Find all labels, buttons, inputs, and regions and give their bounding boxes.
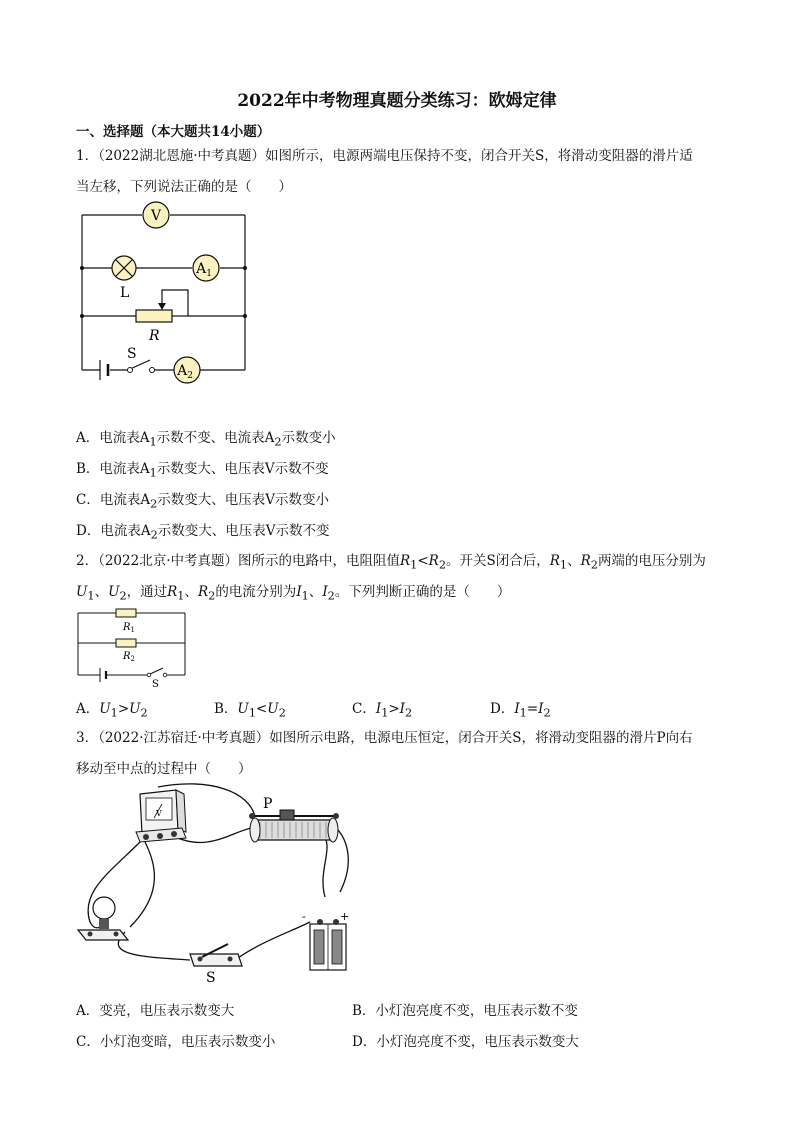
slider-p-label: P (263, 796, 273, 812)
battery-device (310, 919, 346, 970)
q2-option-b[interactable]: B．$U_1<U_2$ (214, 701, 286, 720)
ammeter-a1-label: $A_1$ (196, 261, 212, 279)
q3-option-a[interactable]: A．变亮，电压表示数变大 (76, 1003, 235, 1019)
q2-option-a[interactable]: A．$U_1>U_2$ (76, 701, 148, 720)
switch-label: S (127, 346, 137, 362)
switch-device (190, 944, 242, 966)
q3-option-b[interactable]: B．小灯泡亮度不变，电压表示数不变 (352, 1003, 578, 1019)
resistor-r1-symbol (116, 609, 136, 617)
bulb-device (78, 897, 128, 940)
rheostat-device (249, 810, 339, 842)
rheostat-symbol (136, 310, 172, 322)
q3-option-d[interactable]: D．小灯泡亮度不变，电压表示数变大 (352, 1034, 579, 1050)
q3-stem-line2: 移动至中点的过程中（ ） (76, 761, 252, 777)
battery-plus-label: + (340, 910, 350, 923)
q2-option-c[interactable]: C．$I_1>I_2$ (352, 701, 413, 720)
q3-stem-line1: 3．（2022·江苏宿迁·中考真题）如图所示电路，电源电压恒定，闭合开关S，将滑动变阻器的滑片P向右 (76, 730, 693, 746)
q3-physical-circuit (70, 782, 370, 987)
q2-option-d[interactable]: D．$I_1=I_2$ (490, 701, 551, 720)
voltmeter-device-label: V (156, 809, 162, 818)
page-title: 2022年中考物理真题分类练习：欧姆定律 (237, 91, 557, 111)
q1-option-b[interactable]: B．电流表$A_1$示数变大、电压表V示数不变 (76, 461, 329, 480)
switch-label: S (152, 679, 159, 688)
q1-circuit-diagram (70, 200, 260, 385)
q1-stem-line2: 当左移，下列说法正确的是（ ） (76, 179, 292, 195)
q1-stem-line1: 1．（2022湖北恩施·中考真题）如图所示，电源两端电压保持不变，闭合开关S，将滑动变阻器的滑片适 (76, 148, 693, 164)
q2-circuit-diagram (70, 603, 195, 688)
resistor-r1-label: $R_1$ (123, 622, 135, 634)
voltmeter-device (136, 790, 186, 842)
q1-option-c[interactable]: C．电流表$A_2$示数变大、电压表V示数变小 (76, 492, 330, 511)
rheostat-label: R (149, 328, 160, 344)
ammeter-a2-label: $A_2$ (177, 363, 193, 381)
resistor-r2-symbol (116, 639, 136, 647)
voltmeter-label: V (150, 208, 162, 224)
section-heading: 一、选择题（本大题共14小题） (76, 124, 271, 140)
q1-option-d[interactable]: D．电流表$A_2$示数变大、电压表V示数不变 (76, 523, 330, 542)
q2-stem-line1: 2．（2022北京·中考真题）图所示的电路中，电阻阻值$R_1<R_2$。开关S闭合后，$R_1$、$R_2$两端的电压分别为 (76, 553, 706, 572)
q2-stem-line2: $U_1$、$U_2$，通过$R_1$、$R_2$的电流分别为$I_1$、$I_2$。下列判断正确的是（ ） (76, 584, 511, 603)
lamp-label: L (120, 285, 130, 301)
battery-minus-label: - (302, 910, 306, 923)
switch-device-label: S (206, 970, 216, 986)
q3-option-c[interactable]: C．小灯泡变暗，电压表示数变小 (76, 1034, 276, 1050)
q1-option-a[interactable]: A．电流表$A_1$示数不变、电流表$A_2$示数变小 (76, 430, 336, 449)
resistor-r2-label: $R_2$ (123, 651, 135, 663)
